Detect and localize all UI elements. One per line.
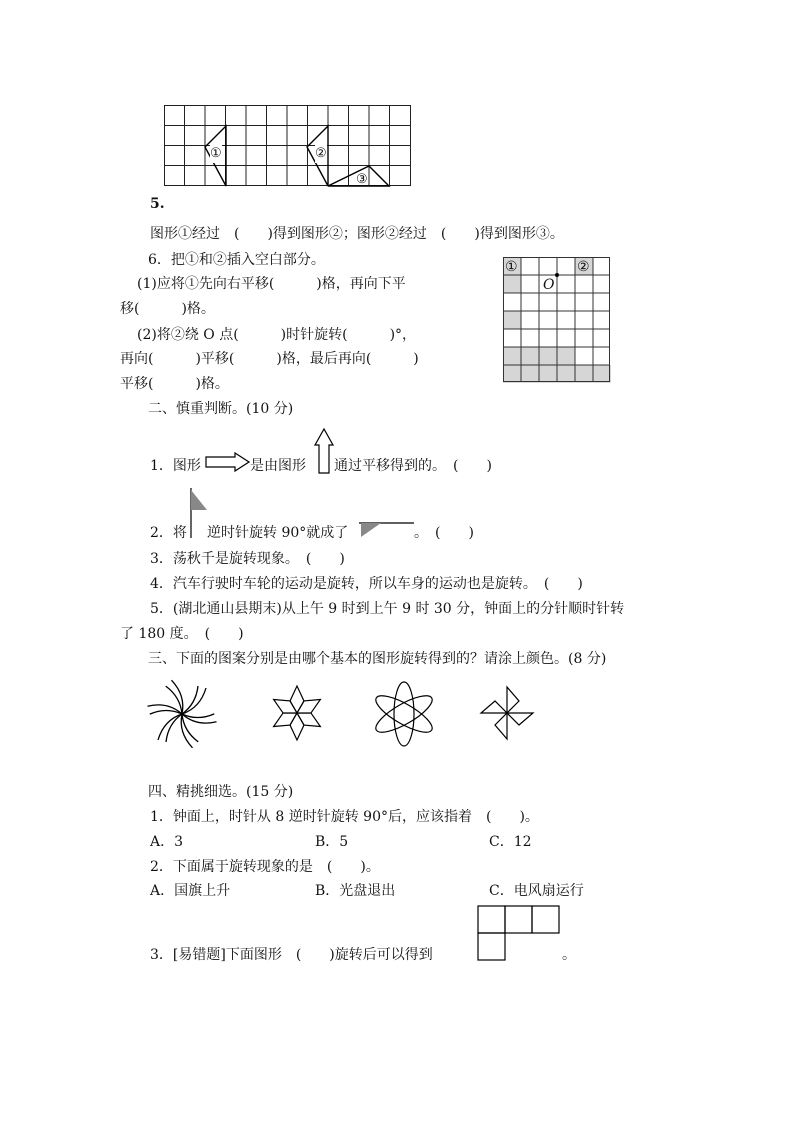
choice-q2-option-b: B．光盘退出 — [315, 883, 396, 899]
q5-label-3: ③ — [356, 172, 368, 187]
judge-q1-part1: 1．图形 — [150, 458, 201, 474]
section2-title: 二、慎重判断。(10 分) — [148, 401, 294, 417]
pattern-atom-figure — [371, 680, 437, 748]
right-arrow-shape — [205, 452, 251, 472]
q5-label-1: ① — [210, 146, 222, 161]
q6-part1-line2: 移( )格。 — [120, 301, 215, 317]
l-shape-figure — [477, 905, 561, 961]
judge-q1-part2: 是由图形 — [250, 458, 306, 474]
judge-q2-part2: 逆时针旋转 90°就成了 — [207, 525, 349, 541]
section3-title: 三、下面的图案分别是由哪个基本的图形旋转得到的？请涂上颜色。(8 分) — [148, 651, 607, 667]
section4-title: 四、精挑细选。(15 分) — [148, 784, 294, 800]
pattern-star-figure — [266, 682, 328, 744]
pattern-swirl-figure — [148, 680, 216, 748]
choice-q1-option-b: B．5 — [315, 834, 349, 850]
q6-grid-point-o: O — [543, 277, 555, 293]
q6-part1-line1: (1)应将①先向右平移( )格，再向下平 — [137, 276, 406, 292]
up-arrow-shape — [314, 427, 334, 475]
judge-q5-line2: 了 180 度。 ( ) — [120, 626, 244, 642]
q6-grid-label-2: ② — [577, 259, 590, 275]
choice-q2-option-c: C．电风扇运行 — [489, 883, 584, 899]
q5-label-2: ② — [315, 146, 327, 161]
judge-q5-line1: 5．(湖北通山县期末)从上午 9 时到上午 9 时 30 分，钟面上的分针顺时针转 — [150, 601, 625, 617]
judge-q2-part1: 2．将 — [150, 525, 187, 541]
choice-q3-part1: 3．[易错题]下面图形 ( )旋转后可以得到 — [150, 947, 433, 963]
judge-q3: 3．荡秋千是旋转现象。 ( ) — [150, 551, 345, 567]
q6-part2-line2: 再向( )平移( )格，最后再向( ) — [120, 351, 419, 367]
pattern-pinwheel-figure — [476, 682, 538, 744]
choice-q1-option-c: C．12 — [489, 834, 532, 850]
q5-text: 图形①经过 ( )得到图形②；图形②经过 ( )得到图形③。 — [150, 226, 564, 242]
q5-number: 5. — [150, 196, 165, 212]
choice-q1-option-a: A．3 — [150, 834, 184, 850]
q6-part2-line1: (2)将②绕 O 点( )时针旋转( )°， — [137, 327, 417, 343]
q5-grid-figure — [164, 105, 414, 187]
choice-q2-option-a: A．国旗上升 — [150, 883, 231, 899]
choice-q3-part2: 。 — [562, 947, 576, 963]
q6-part2-line3: 平移( )格。 — [120, 376, 229, 392]
flag-shape-vertical — [189, 488, 209, 538]
q6-grid-figure — [503, 257, 611, 383]
choice-q1: 1．钟面上，时针从 8 逆时针旋转 90°后，应该指着 ( )。 — [150, 809, 539, 825]
q6-grid-label-1: ① — [505, 259, 518, 275]
judge-q2-part3: 。 ( ) — [414, 525, 474, 541]
flag-shape-horizontal — [359, 521, 415, 539]
judge-q1-part3: 通过平移得到的。 ( ) — [334, 458, 492, 474]
judge-q4: 4．汽车行驶时车轮的运动是旋转，所以车身的运动也是旋转。 ( ) — [150, 576, 583, 592]
q6-title: 6．把①和②插入空白部分。 — [148, 252, 325, 268]
choice-q2: 2．下面属于旋转现象的是 ( )。 — [150, 859, 380, 875]
